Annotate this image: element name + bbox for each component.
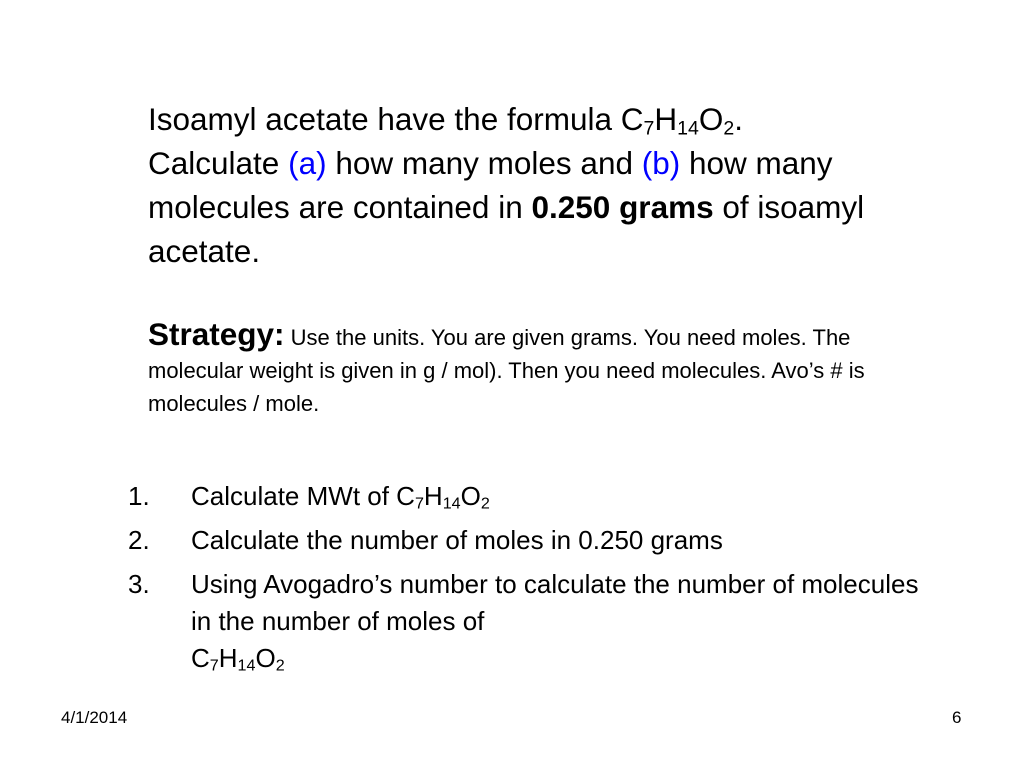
formula-c: C <box>191 643 210 673</box>
problem-text-4: how many moles and <box>326 145 642 181</box>
formula-c-count: 7 <box>209 656 219 675</box>
formula-o: O <box>460 481 481 511</box>
problem-text-5: how many molecules are contained in <box>148 145 833 225</box>
formula-c: C <box>396 481 415 511</box>
formula-o-count: 2 <box>723 117 735 140</box>
formula-c-count: 7 <box>643 117 655 140</box>
problem-text-2: . <box>734 101 743 137</box>
formula-h: H <box>423 481 443 511</box>
step-number: 3. <box>128 569 150 599</box>
list-item <box>128 522 928 559</box>
steps-list <box>128 478 928 684</box>
list-item <box>128 566 928 677</box>
formula-o-count: 2 <box>480 494 490 513</box>
step-number: 1. <box>128 481 150 511</box>
problem-statement <box>148 97 928 273</box>
formula <box>620 101 735 140</box>
footer-date: 4/1/2014 <box>61 708 128 727</box>
formula-h-count: 14 <box>237 656 256 675</box>
formula-o-count: 2 <box>275 656 285 675</box>
step-text: Calculate MWt of <box>191 481 397 511</box>
part-b-label: (b) <box>641 145 681 181</box>
list-item <box>128 478 928 515</box>
formula-c: C <box>620 101 644 137</box>
step-number: 2. <box>128 525 150 555</box>
formula-h: H <box>654 101 678 137</box>
formula-h-count: 14 <box>677 117 699 140</box>
formula-h-count: 14 <box>442 494 461 513</box>
strategy-body: Use the units. You are given grams. You need moles. The molecular weight is given in g / mol). Then you need molecules. Avo’s # is molecules / mole. <box>148 325 865 416</box>
problem-text-3: Calculate <box>148 145 289 181</box>
part-a-label: (a) <box>288 145 327 181</box>
formula-h: H <box>218 643 238 673</box>
strategy-heading: Strategy: <box>148 316 285 352</box>
formula <box>396 481 490 511</box>
formula <box>191 643 285 673</box>
step-text: Calculate the number of moles in 0.250 grams <box>191 525 723 555</box>
formula-o: O <box>255 643 276 673</box>
step-text: Using Avogadro’s number to calculate the number of molecules in the number of moles of <box>191 569 919 636</box>
formula-c-count: 7 <box>414 494 424 513</box>
mass-quantity: 0.250 grams <box>531 189 714 225</box>
strategy-block <box>148 318 938 420</box>
problem-text-1: Isoamyl acetate have the formula <box>148 101 621 137</box>
problem-text-6: of isoamyl acetate. <box>148 189 865 269</box>
page-number: 6 <box>952 708 962 727</box>
formula-o: O <box>698 101 724 137</box>
